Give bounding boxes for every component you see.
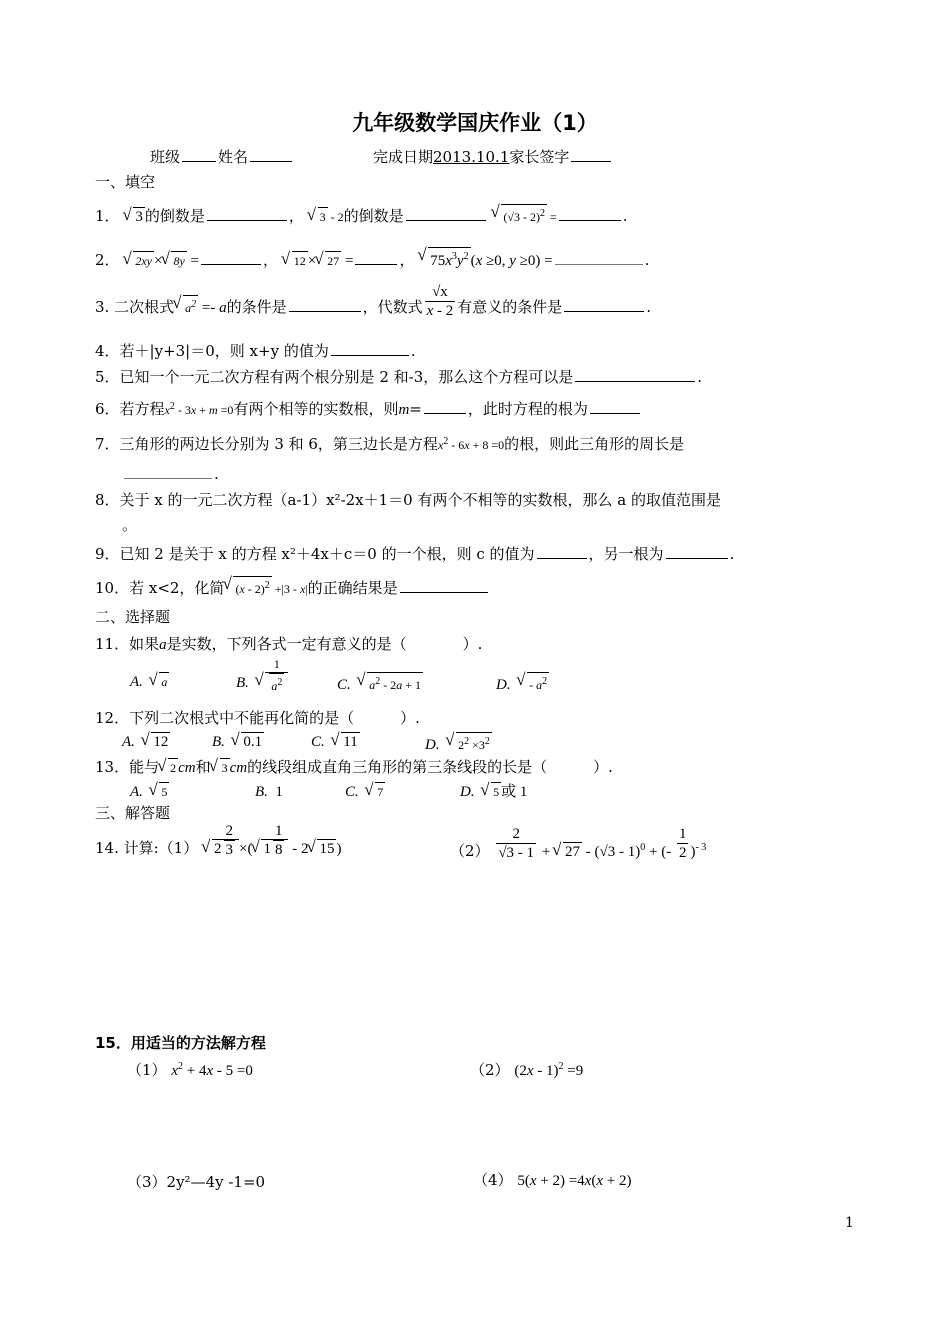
q9-text-1: 9．已知 2 是关于 x 的方程 x²＋4x＋c＝0 的一个根，则 c 的值为 [95,545,535,563]
q9-blank-1[interactable] [537,543,587,559]
question-7-line-2: . [122,463,219,484]
q1-blank-3[interactable] [559,205,621,221]
q12-text: 12．下列二次根式中不能再化简的是（ [95,709,355,727]
q9-text-2: ，另一根为 [588,545,664,563]
question-6: 6．若方程$x^2 - 3x + m =0$有两个相等的实数根，则m= ，此时方程的根为 [95,397,642,420]
q12-label-b: B. [212,734,225,750]
question-11: 11．如果a是实数，下列各式一定有意义的是（ ）. [95,635,483,653]
sqrt-square-expr: √ (√3 - 2)$^2$ [492,204,547,227]
q11-text-3: ）. [462,635,483,653]
q4-blank[interactable] [331,340,409,356]
q5-text: 5．已知一个一元二次方程有两个根分别是 2 和-3，那么这个方程可以是 [95,368,574,386]
question-8-end: 。 [122,516,138,534]
sqrt75-expr: √ $75x^3y^2$ [419,247,470,271]
section-choice: 二、选择题 [95,608,171,626]
q12-label-c: C. [311,734,325,750]
sqrt-x-minus-2-expr: √ (x - 2)$^2$ [224,576,271,599]
q15-label-2: （2） [470,1061,510,1079]
q11-label-a: A. [130,674,143,690]
sqrt3-minus-2-expr: √ 3 [309,207,328,227]
q12-option-c[interactable]: C. √ 11 [311,732,360,752]
sqrtx-fraction: $\frac{√x}{x - 2}$ [426,283,454,319]
section-answer: 三、解答题 [95,804,171,822]
q15-label-4: （4） [473,1171,513,1189]
q15-part-4: （4） 5(x + 2) =4x(x + 2) [473,1171,632,1189]
question-12 [95,708,420,728]
q7-blank[interactable] [124,463,212,479]
q13-text-4: ）. [593,758,613,776]
q13-label-b: B. [255,784,268,800]
question-3: 3. 二次根式√ $a^2 =- a$的条件是 ，代数式 $\frac{√x}{x - 2}$ 有意义的条件是 . [95,295,651,320]
q4-text: 4．若＋|y+3|＝0，则 x+y 的值为 [95,342,329,360]
parent-blank[interactable] [571,146,611,162]
sqrt8y-expr: √ 8y [162,251,186,271]
q12-label-d: D. [425,737,440,753]
date-value: 2013.10.1 [433,148,510,166]
sqrt3-expr: √ 3 [124,207,145,227]
q13-option-a[interactable]: A. √ 5 [130,782,169,802]
question-7: 7．三角形的两边长分别为 3 和 6，第三边长是方程$x^2 - 6x + 8 =0$的根，则此三角形的周长是 [95,435,685,453]
q14-text-2: （2） [450,842,490,860]
q13-label-d: D. [460,784,475,800]
name-label: 姓名 [218,148,249,166]
q11-text-2: 是实数，下列各式一定有意义的是（ [166,635,407,653]
q3-text-1: 二次根式 [114,298,175,316]
q9-blank-2[interactable] [666,543,728,559]
date-label: 完成日期 [373,148,434,166]
question-4: 4．若＋|y+3|＝0，则 x+y 的值为 . [95,342,416,360]
q3-text-2: 的条件是 [226,298,287,316]
q3-blank-2[interactable] [564,296,644,312]
q6-text-2: 有两个相等的实数根，则 [233,400,399,418]
q1-text-1: 的倒数是 [144,207,205,225]
q10-text-1: 10．若 x<2，化简 [95,579,225,597]
page-title: 九年级数学国庆作业（1） [352,111,598,135]
q11-label-b: B. [236,674,249,691]
class-blank[interactable] [182,146,216,162]
q1-blank-2[interactable] [406,205,486,221]
q10-text-2: 的正确结果是 [307,579,398,597]
q12-option-b[interactable]: B. √ 0.1 [212,732,264,752]
name-blank[interactable] [250,146,292,162]
q11-option-a[interactable]: A. √ a [130,672,169,692]
q13-text-3: 的线段组成直角三角形的第三条线段的长是（ [247,758,548,776]
question-9: 9．已知 2 是关于 x 的方程 x²＋4x＋c＝0 的一个根，则 c 的值为 ，另一根为 . [95,545,735,563]
question-15-title: 15．用适当的方法解方程 [95,1034,266,1052]
q2-number: 2． [95,251,120,269]
q13-option-b[interactable] [255,782,283,802]
q13-value-d-suffix: 或 1 [501,784,528,800]
q14-expr-2: $\frac{2}{√3 - 1}$ + √ 27 - (√3 - 1)$^0$ + (- $\frac{1}{2}$ )$^{- 3}$ [494,844,706,860]
q15-part-3: （3）2y²—4y -1=0 [127,1173,266,1191]
question-10: 10．若 x<2，化简√ (x - 2)$^2$ +|3 - x|的正确结果是 [95,576,490,599]
q5-blank[interactable] [575,366,695,382]
q12-text-end: ）. [400,709,420,727]
q1-text-2: 的倒数是 [343,207,404,225]
q7-text-2: 的根，则此三角形的周长是 [504,435,685,453]
q2-blank-3[interactable] [555,249,643,265]
q14-text-1: 14. 计算:（1） [95,839,199,857]
date-row [373,146,613,167]
q1-blank-1[interactable] [207,205,287,221]
question-1: 1． √ 3 的倒数是 ， √ 3 - 2的倒数是 √ (√3 - 2)$^2$ = . [95,204,628,227]
question-5: 5．已知一个一元二次方程有两个根分别是 2 和-3，那么这个方程可以是 . [95,368,703,386]
question-13: 13．能与√ 2 cm和√ 3 cm的线段组成直角三角形的第三条线段的长是（ ）. [95,757,613,778]
q12-option-a[interactable]: A. √ 12 [122,732,170,752]
q12-label-a: A. [122,734,135,750]
header-info-row [150,146,294,167]
q11-option-b[interactable]: B. √ $\frac{1}{a^2}$ [236,672,288,695]
class-label: 班级 [150,148,181,166]
q3-number: 3. [95,298,110,316]
q6-blank-1[interactable] [424,398,466,414]
q6-text-1: 6．若方程 [95,400,165,418]
q15-part-2: （2） (2x - 1)$^2$ =9 [470,1061,584,1079]
q13-text-1: 13．能与 [95,758,160,776]
q13-label-c: C. [345,784,359,800]
q13-option-d[interactable]: D. √ 5 或 1 [460,782,527,802]
q7-text-1: 7．三角形的两边长分别为 3 和 6，第三边长是方程 [95,435,438,453]
q11-label-c: C. [337,677,351,693]
q2-blank-1[interactable] [201,249,261,265]
section-fill: 一、填空 [95,173,156,191]
q3-text-4: 有意义的条件是 [457,298,563,316]
sqrt2xy-expr: √ 2xy [124,251,154,271]
q11-option-c[interactable]: C. √ $a^2 - 2a + 1$ [337,672,423,695]
q15-part-1: （1） $x^2 + 4x - 5 =0$ [127,1061,253,1079]
q14-expr-1: √ 2 $\frac{2}{3}$ ×(√ 1 $\frac{1}{8}$ - 2√ 15 ) [203,841,341,857]
q11-option-d[interactable]: D. √ - $a^2$ [496,672,549,695]
parent-label: 家长签字 [509,148,570,166]
q1-number: 1． [95,207,120,225]
q3-blank-1[interactable] [289,296,361,312]
q6-blank-2[interactable] [590,398,640,414]
sqrt-a2-expr: √ $a^2$ [174,295,198,318]
page-number: 1 [845,1215,854,1231]
sqrt12-expr: √ 12 [283,251,308,271]
q10-blank[interactable] [400,577,488,593]
q6-text-3: ，此时方程的根为 [467,400,588,418]
q2-blank-2[interactable] [355,249,397,265]
q15-label-1: （1） [127,1061,167,1079]
sqrt27-expr: √ 27 [316,251,341,271]
question-14-part-2 [450,826,707,862]
question-14 [95,823,342,859]
q13-option-c[interactable]: C. √ 7 [345,782,385,802]
q11-text-1: 11．如果 [95,635,160,653]
q12-option-d[interactable]: D. √ $2^2 \times 3^2$ [425,732,492,755]
q13-value-b: 1 [275,784,283,800]
question-8 [95,490,721,510]
q8-text: 8．关于 x 的一元二次方程（a-1）x²-2x＋1＝0 有两个不相等的实数根，那么 a 的取值范围是 [95,491,721,509]
q13-label-a: A. [130,784,143,800]
q3-text-3: ，代数式 [362,298,423,316]
q11-label-d: D. [496,677,511,693]
question-2: 2． √ 2xy ×√ 8y = ， √ 12 ×√ 27 = ， √ $75x^3y^2$ (x ≥0, y ≥0) = . [95,247,649,271]
q13-text-2: 和 [195,758,211,776]
